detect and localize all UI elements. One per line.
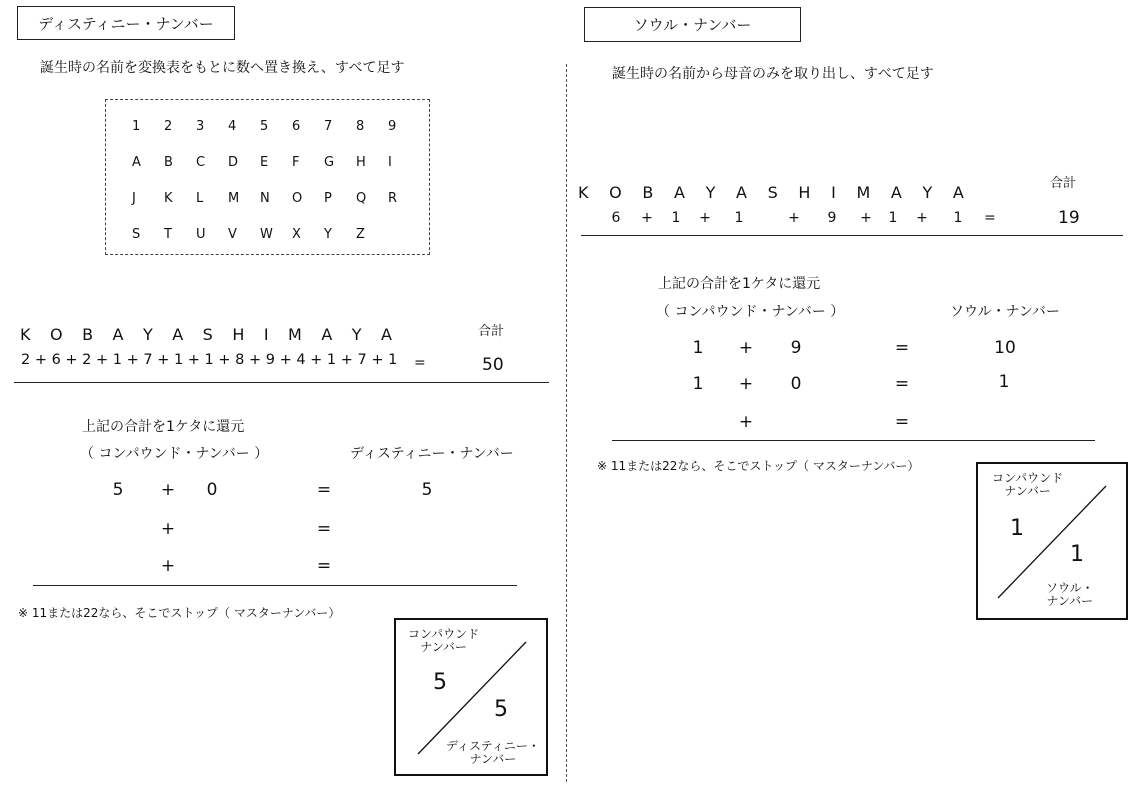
destiny-instruction: 誕生時の名前を変換表をもとに数へ置き換え、すべて足す xyxy=(40,60,405,76)
destiny-compound-header: （ コンパウンド・ナンバー ） xyxy=(80,446,269,462)
name-letter: A xyxy=(890,183,902,202)
table-number: 7 xyxy=(324,119,333,134)
soul-result-header: ソウル・ナンバー xyxy=(950,304,1060,320)
table-letter: O xyxy=(292,191,303,206)
name-letter: Y xyxy=(705,183,716,202)
table-letter: U xyxy=(196,227,206,242)
soul-total-label: 合計 xyxy=(1050,176,1077,191)
column-divider xyxy=(566,64,567,782)
table-letter: I xyxy=(388,155,392,170)
vowel-term: + xyxy=(860,210,872,226)
box-bottom-label-line: ナンバー xyxy=(469,752,517,766)
name-letter: Y xyxy=(142,325,153,344)
name-letter: M xyxy=(288,325,302,344)
reduce-plus: + xyxy=(160,480,176,500)
soul-reduce-label: 上記の合計を1ケタに還元 xyxy=(658,276,821,292)
table-letter: N xyxy=(260,191,270,206)
table-letter: V xyxy=(228,227,237,242)
name-letter: H xyxy=(798,183,811,202)
vowel-term: 1 xyxy=(671,210,681,226)
table-letter: Z xyxy=(356,227,365,242)
vowel-term: 6 xyxy=(611,210,621,226)
divider xyxy=(14,382,549,383)
soul-compound-header: （ コンパウンド・ナンバー ） xyxy=(656,304,845,320)
table-letter: A xyxy=(132,155,141,170)
name-letter: B xyxy=(82,325,94,344)
reduce-result: 1 xyxy=(998,372,1010,392)
table-letter: E xyxy=(260,155,269,170)
box-top-label xyxy=(992,472,1063,498)
reduce-a: 5 xyxy=(112,480,124,500)
reduce-equals: = xyxy=(894,412,910,432)
table-letter: L xyxy=(196,191,204,206)
table-letter xyxy=(388,226,420,244)
name-letter: Y xyxy=(922,183,933,202)
reduce-equals: = xyxy=(894,374,910,394)
vowel-term: 1 xyxy=(953,210,963,226)
name-letter: O xyxy=(609,183,622,202)
destiny-total-label: 合計 xyxy=(478,324,505,339)
table-letter: B xyxy=(164,155,173,170)
reduce-result: 5 xyxy=(421,480,433,500)
table-number: 5 xyxy=(260,119,269,134)
destiny-result-box xyxy=(394,618,548,776)
name-letter: B xyxy=(642,183,654,202)
vowel-term: + xyxy=(641,210,653,226)
destiny-reduce-label: 上記の合計を1ケタに還元 xyxy=(82,419,245,435)
table-letter: F xyxy=(292,155,300,170)
soul-name-letters xyxy=(578,183,964,202)
table-letter: J xyxy=(132,191,136,206)
soul-title-text: ソウル・ナンバー xyxy=(633,16,752,34)
table-number: 1 xyxy=(132,119,141,134)
table-letter: D xyxy=(228,155,239,170)
reduce-plus: + xyxy=(738,338,754,358)
name-letter: H xyxy=(232,325,245,344)
box-result-value: 5 xyxy=(494,697,508,722)
destiny-result-header: ディスティニー・ナンバー xyxy=(350,446,514,462)
table-letter: G xyxy=(324,155,335,170)
box-top-label-line: ナンバー xyxy=(420,640,467,654)
destiny-equals: = xyxy=(414,355,426,371)
reduce-b: 0 xyxy=(206,480,218,500)
soul-title xyxy=(584,7,801,42)
vowel-term: + xyxy=(788,210,800,226)
table-letter: X xyxy=(292,227,301,242)
reduce-plus: + xyxy=(738,374,754,394)
divider xyxy=(581,235,1123,236)
destiny-title-text: ディスティニー・ナンバー xyxy=(38,14,214,33)
name-letter: A xyxy=(736,183,747,202)
name-letter: S xyxy=(767,183,778,202)
box-top-label-line: コンパウンド xyxy=(408,627,480,641)
table-number: 4 xyxy=(228,119,237,134)
table-number: 2 xyxy=(164,119,173,134)
box-bottom-label-line: ナンバー xyxy=(1046,594,1094,608)
name-letter: S xyxy=(202,325,213,344)
table-number: 9 xyxy=(388,119,397,134)
box-bottom-label xyxy=(446,740,540,766)
box-top-label-line: ナンバー xyxy=(1004,484,1051,498)
name-letter: I xyxy=(831,183,836,202)
reduce-plus: + xyxy=(160,519,176,539)
box-top-label-line: コンパウンド xyxy=(992,471,1064,485)
reduce-equals: = xyxy=(316,519,332,539)
reduce-plus: + xyxy=(738,412,754,432)
table-number: 8 xyxy=(356,119,365,134)
reduce-equals: = xyxy=(894,338,910,358)
reduce-b: 0 xyxy=(790,374,802,394)
name-letter: M xyxy=(856,183,871,202)
name-letter: O xyxy=(49,325,63,344)
reduce-result: 10 xyxy=(994,338,1016,358)
box-compound-value: 5 xyxy=(433,670,447,695)
reduce-equals: = xyxy=(316,480,332,500)
table-letter: K xyxy=(164,191,173,206)
conversion-grid xyxy=(132,118,420,244)
vowel-term: 1 xyxy=(888,210,898,226)
name-letter: A xyxy=(321,325,333,344)
box-compound-value: 1 xyxy=(1010,516,1024,541)
vowel-term: 9 xyxy=(827,210,837,226)
reduce-equals: = xyxy=(316,556,332,576)
soul-note: ※ 11または22なら、そこでストップ（ マスターナンバー） xyxy=(597,459,920,473)
table-letter: W xyxy=(260,227,273,242)
table-letter: C xyxy=(196,155,206,170)
name-letter: K xyxy=(578,183,589,202)
box-bottom-label-line: ソウル・ xyxy=(1046,581,1094,595)
name-letter: A xyxy=(112,325,124,344)
soul-equals: = xyxy=(984,210,996,226)
name-letter: Y xyxy=(351,325,362,344)
table-letter: Q xyxy=(356,191,367,206)
name-letter: A xyxy=(172,325,184,344)
name-letter: I xyxy=(263,325,269,344)
table-letter: S xyxy=(132,227,141,242)
table-letter: T xyxy=(164,227,172,242)
destiny-total: 50 xyxy=(482,355,504,375)
table-letter: M xyxy=(228,191,240,206)
destiny-sum-expression: 2 + 6 + 2 + 1 + 7 + 1 + 1 + 8 + 9 + 4 + 1 + 7 + 1 xyxy=(21,352,398,368)
box-bottom-label-line: ディスティニー・ xyxy=(446,739,540,753)
vowel-term: + xyxy=(699,210,711,226)
reduce-b: 9 xyxy=(790,338,802,358)
destiny-name-letters xyxy=(20,325,392,344)
reduce-a: 1 xyxy=(692,338,704,358)
box-bottom-label xyxy=(1046,582,1094,608)
name-letter: A xyxy=(674,183,685,202)
soul-total: 19 xyxy=(1058,208,1080,228)
table-letter: P xyxy=(324,191,332,206)
name-letter: A xyxy=(952,183,964,202)
soul-instruction: 誕生時の名前から母音のみを取り出し、すべて足す xyxy=(612,66,934,82)
table-letter: Y xyxy=(324,227,332,242)
vowel-term: + xyxy=(916,210,928,226)
table-letter: H xyxy=(356,155,366,170)
divider xyxy=(612,440,1095,441)
reduce-a: 1 xyxy=(692,374,704,394)
reduce-plus: + xyxy=(160,556,176,576)
name-letter: A xyxy=(381,325,392,344)
vowel-term: 1 xyxy=(734,210,744,226)
name-letter: K xyxy=(20,325,31,344)
box-result-value: 1 xyxy=(1070,542,1084,567)
destiny-note: ※ 11または22なら、そこでストップ（ マスターナンバー） xyxy=(18,606,341,620)
destiny-title xyxy=(17,6,235,40)
box-top-label xyxy=(408,628,479,654)
table-number: 3 xyxy=(196,119,205,134)
divider xyxy=(33,585,517,586)
table-number: 6 xyxy=(292,119,301,134)
soul-result-box xyxy=(976,462,1128,620)
table-letter: R xyxy=(388,191,398,206)
